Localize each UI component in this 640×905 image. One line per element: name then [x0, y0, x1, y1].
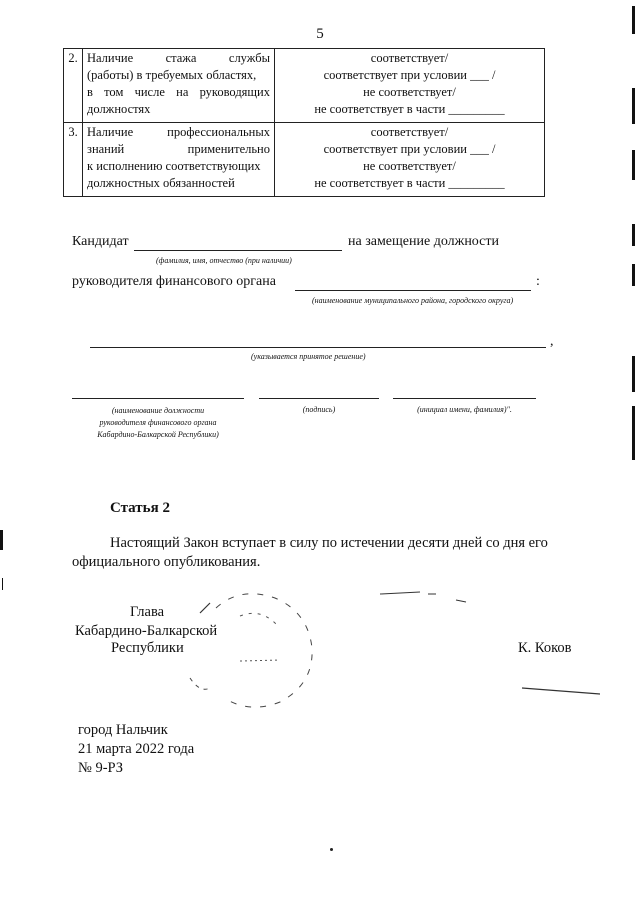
- criteria-table: [63, 48, 545, 197]
- scan-mark: [632, 150, 635, 180]
- scan-mark: [0, 530, 3, 550]
- options-cell: [275, 123, 545, 197]
- position-hint-line: (наименование должности: [111, 406, 205, 415]
- candidate-suffix: на замещение должности: [348, 234, 499, 249]
- option-text: не соответствует/: [363, 85, 456, 99]
- scan-mark: [632, 224, 635, 246]
- candidate-label: Кандидат: [72, 234, 129, 249]
- position-sign-line: [72, 398, 244, 399]
- criterion-line: (работы) в требуемых областях,: [87, 68, 257, 82]
- decision-line: [90, 347, 546, 348]
- footer-city: город Нальчик: [78, 722, 168, 738]
- region-line: [295, 290, 531, 291]
- row-number: 3.: [64, 123, 83, 197]
- article-text-line: официального опубликования.: [72, 554, 261, 570]
- article-text-line: Настоящий Закон вступает в силу по истечении десяти дней со дня его: [110, 535, 548, 551]
- criterion-line: Наличие стажа службы: [87, 51, 270, 65]
- scan-mark: [632, 6, 635, 34]
- initials-hint: (инициал имени, фамилия)".: [417, 405, 512, 414]
- head-name: К. Коков: [518, 640, 572, 656]
- criterion-line: в том числе на руководящих: [87, 85, 270, 99]
- option-text: соответствует при условии ___ /: [323, 142, 496, 156]
- position-label: руководителя финансового органа: [72, 274, 276, 289]
- region-hint: (наименование муниципального района, городского округа): [312, 296, 514, 305]
- criterion-cell: [83, 49, 275, 123]
- initials-line: [393, 398, 536, 399]
- criterion-cell: [83, 123, 275, 197]
- criterion-line: Наличие профессиональных: [87, 125, 270, 139]
- scan-mark: [632, 406, 635, 460]
- scan-dot: [330, 848, 333, 851]
- scan-mark: [2, 578, 3, 590]
- signature-line: [259, 398, 379, 399]
- criterion-line: знаний применительно: [87, 142, 270, 156]
- head-title-line: Глава: [130, 604, 165, 620]
- comma: ,: [550, 334, 554, 349]
- candidate-name-line: [134, 250, 342, 251]
- option-text: не соответствует в части _________: [314, 102, 505, 116]
- stamp-signature-marks: [180, 578, 600, 728]
- option-text: соответствует/: [370, 51, 449, 65]
- criterion-line: к исполнению соответствующих: [87, 159, 261, 173]
- article-title: Статья 2: [110, 500, 170, 516]
- criterion-line: должностных обязанностей: [87, 176, 235, 190]
- footer-date: 21 марта 2022 года: [78, 741, 195, 757]
- criterion-line: должностях: [87, 102, 151, 116]
- option-text: соответствует/: [370, 125, 449, 139]
- scan-mark: [632, 88, 635, 124]
- page-number: 5: [316, 26, 324, 42]
- decision-hint: (указывается принятое решение): [251, 352, 366, 361]
- colon: :: [536, 274, 540, 289]
- position-hint-line: Кабардино-Балкарской Республики): [97, 430, 219, 439]
- row-number: 2.: [64, 49, 83, 123]
- head-title-line: Кабардино-Балкарской: [75, 623, 218, 639]
- name-hint: (фамилия, имя, отчество (при наличии): [156, 256, 292, 265]
- scan-mark: [632, 356, 635, 392]
- position-hint-line: руководителя финансового органа: [99, 418, 217, 427]
- option-text: соответствует при условии ___ /: [323, 68, 496, 82]
- scan-mark: [632, 264, 635, 286]
- footer-number: № 9-РЗ: [78, 760, 124, 776]
- head-title-line: Республики: [111, 640, 184, 656]
- table-row: [64, 49, 545, 123]
- option-text: не соответствует в части _________: [314, 176, 505, 190]
- option-text: не соответствует/: [363, 159, 456, 173]
- signature-hint: (подпись): [302, 405, 336, 414]
- position-hint: [72, 405, 244, 441]
- options-cell: [275, 49, 545, 123]
- table-row: [64, 123, 545, 197]
